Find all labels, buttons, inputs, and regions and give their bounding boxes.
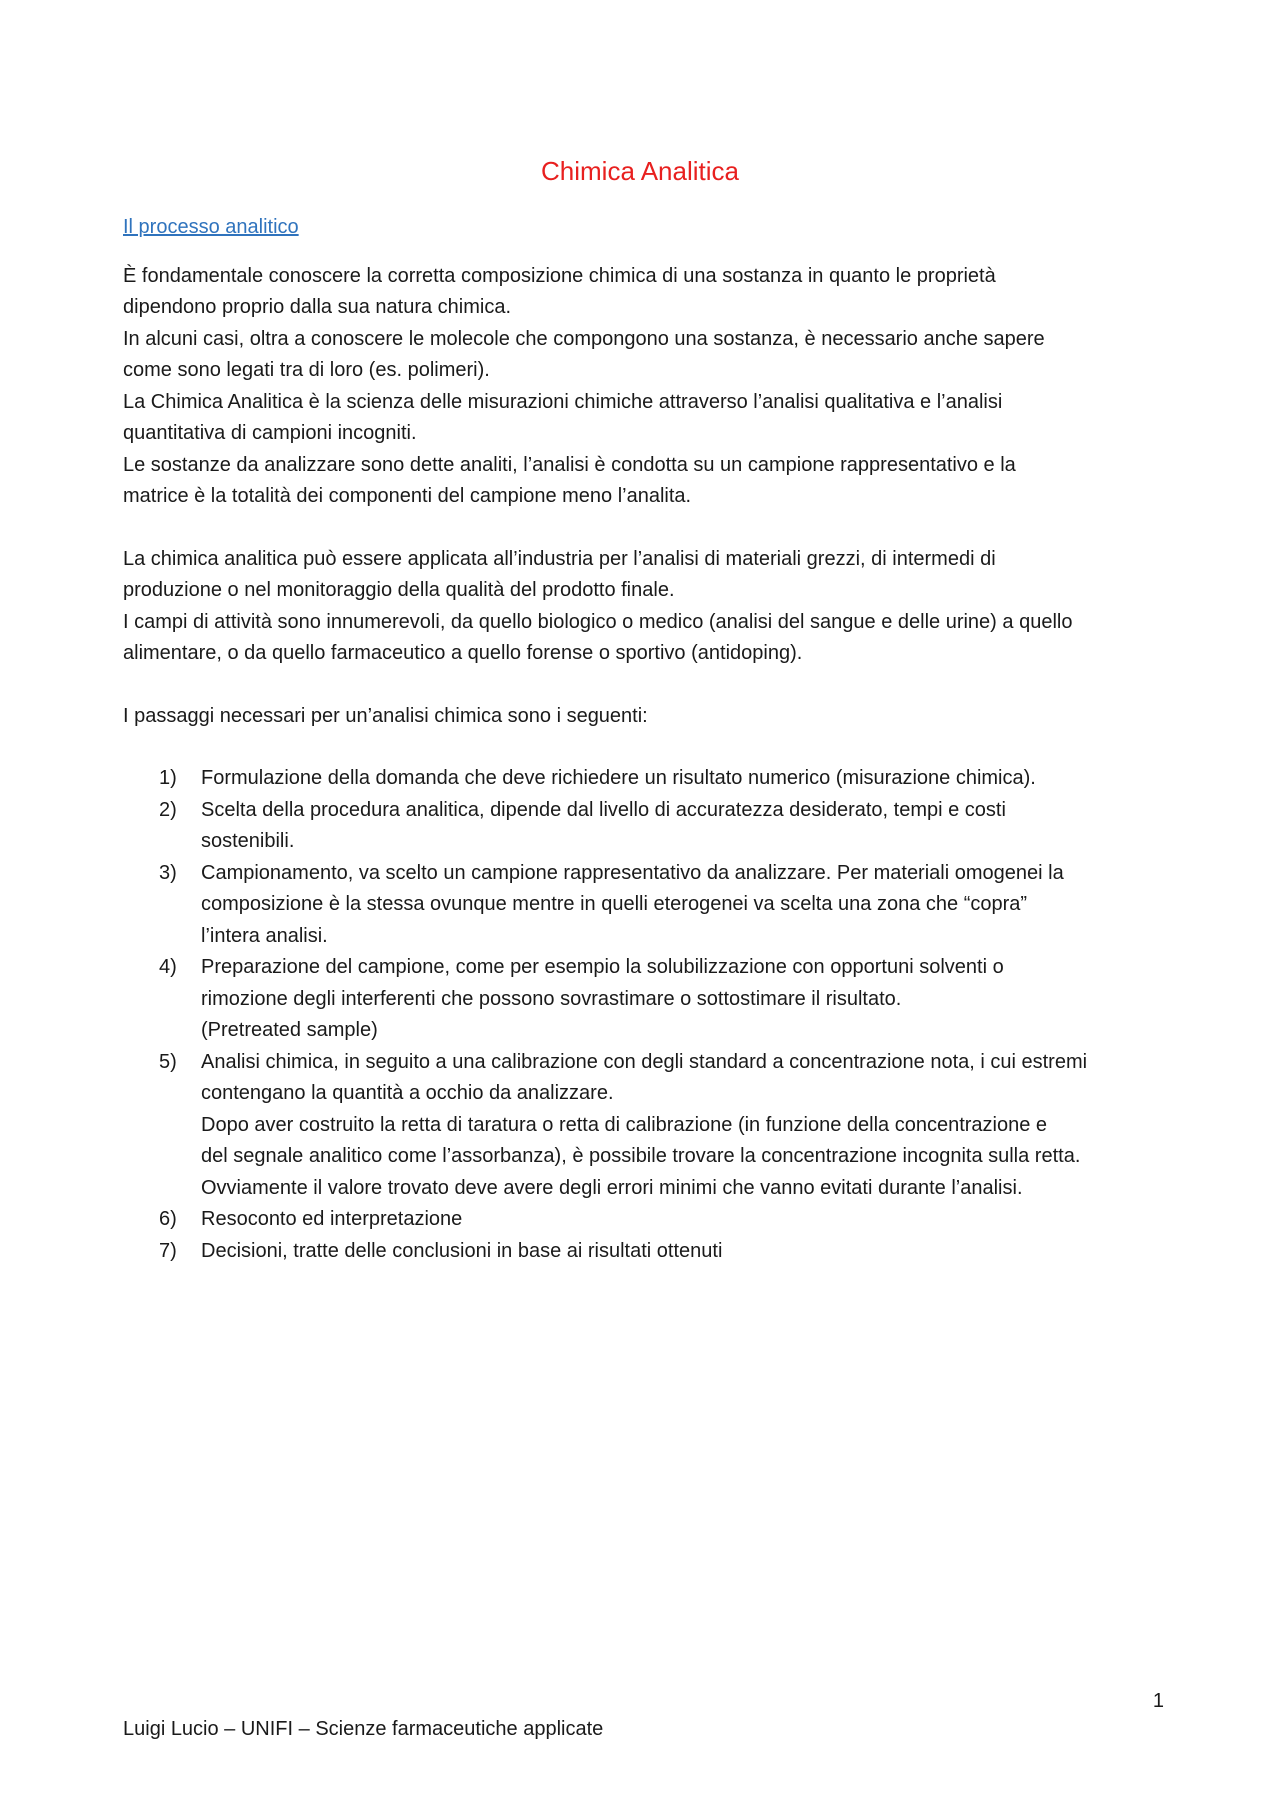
paragraph-line: come sono legati tra di loro (es. polimeri). (123, 359, 490, 381)
step-number: 7) (159, 1239, 177, 1262)
step-line: Dopo aver costruito la retta di taratura o retta di calibrazione (in funzione della concentrazione e (201, 1113, 1048, 1136)
step-line: sostenibili. (201, 830, 295, 852)
step-line: contengano la quantità a occhio da analizzare. (201, 1082, 614, 1104)
step-line: composizione è la stessa ovunque mentre in quelli eterogenei va scelta una zona che “copra” (201, 893, 1028, 915)
step-line: Campionamento, va scelto un campione rappresentativo da analizzare. Per materiali omogenei la (201, 861, 1064, 884)
page-number: 1 (1152, 1690, 1164, 1712)
page-footer: Luigi Lucio – UNIFI – Scienze farmaceutiche applicate (123, 1718, 604, 1740)
paragraph-line: dipendono proprio dalla sua natura chimica. (123, 296, 512, 318)
step-item (123, 952, 1183, 1047)
document-title: Chimica Analitica (541, 156, 739, 186)
document-body (123, 212, 1183, 1267)
step-line: (Pretreated sample) (201, 1019, 378, 1041)
step-line: Scelta della procedura analitica, dipende dal livello di accuratezza desiderato, tempi e costi (201, 798, 1006, 821)
step-item (123, 1204, 1183, 1236)
paragraph (123, 261, 1183, 513)
paragraph-line: I passaggi necessari per un’analisi chimica sono i seguenti: (123, 704, 648, 727)
step-line: Formulazione della domanda che deve richiedere un risultato numerico (misurazione chimica). (201, 767, 1036, 789)
step-line: Resoconto ed interpretazione (201, 1208, 463, 1230)
step-item (123, 1236, 1183, 1268)
step-item (123, 763, 1183, 795)
step-line: Preparazione del campione, come per esempio la solubilizzazione con opportuni solventi o (201, 956, 1004, 978)
paragraph-line: produzione o nel monitoraggio della qualità del prodotto finale. (123, 579, 675, 601)
step-line: del segnale analitico come l’assorbanza), è possibile trovare la concentrazione incognita sulla retta. (201, 1145, 1081, 1167)
paragraphs (123, 261, 1183, 733)
step-item (123, 795, 1183, 858)
step-number: 6) (159, 1208, 177, 1230)
step-number: 5) (159, 1050, 177, 1073)
paragraph (123, 701, 1183, 733)
paragraph-line: alimentare, o da quello farmaceutico a quello forense o sportivo (antidoping). (123, 642, 803, 664)
paragraph-line: È fondamentale conoscere la corretta composizione chimica di una sostanza in quanto le proprietà (123, 264, 996, 287)
paragraph-line: La chimica analitica può essere applicata all’industria per l’analisi di materiali grezzi, di intermedi di (123, 547, 996, 570)
paragraph (123, 544, 1183, 670)
paragraph-line: La Chimica Analitica è la scienza delle misurazioni chimiche attraverso l’analisi qualitativa e l’analisi (123, 390, 1003, 413)
paragraph-line: In alcuni casi, oltra a conoscere le molecole che compongono una sostanza, è necessario anche sapere (123, 327, 1045, 350)
paragraph-line: matrice è la totalità dei componenti del campione meno l’analita. (123, 485, 692, 507)
step-number: 1) (159, 767, 177, 789)
step-item (123, 858, 1183, 953)
section-heading-link[interactable]: Il processo analitico (123, 216, 299, 238)
step-line: Analisi chimica, in seguito a una calibrazione con degli standard a concentrazione nota, i cui estremi (201, 1050, 1088, 1073)
paragraph-line: Le sostanze da analizzare sono dette analiti, l’analisi è condotta su un campione rappresentativo e la (123, 453, 1016, 476)
step-line: rimozione degli interferenti che possono sovrastimare o sottostimare il risultato. (201, 987, 902, 1010)
step-number: 2) (159, 798, 177, 821)
step-line: l’intera analisi. (201, 924, 328, 947)
step-number: 4) (159, 956, 177, 978)
step-line: Ovviamente il valore trovato deve avere degli errori minimi che vanno evitati durante l’analisi. (201, 1176, 1023, 1199)
steps-list (123, 763, 1183, 1267)
step-item (123, 1047, 1183, 1205)
step-line: Decisioni, tratte delle conclusioni in base ai risultati ottenuti (201, 1239, 723, 1262)
paragraph-line: I campi di attività sono innumerevoli, da quello biologico o medico (analisi del sangue e delle urine) a quello (123, 610, 1073, 633)
paragraph-line: quantitativa di campioni incogniti. (123, 422, 417, 444)
step-number: 3) (159, 861, 177, 884)
